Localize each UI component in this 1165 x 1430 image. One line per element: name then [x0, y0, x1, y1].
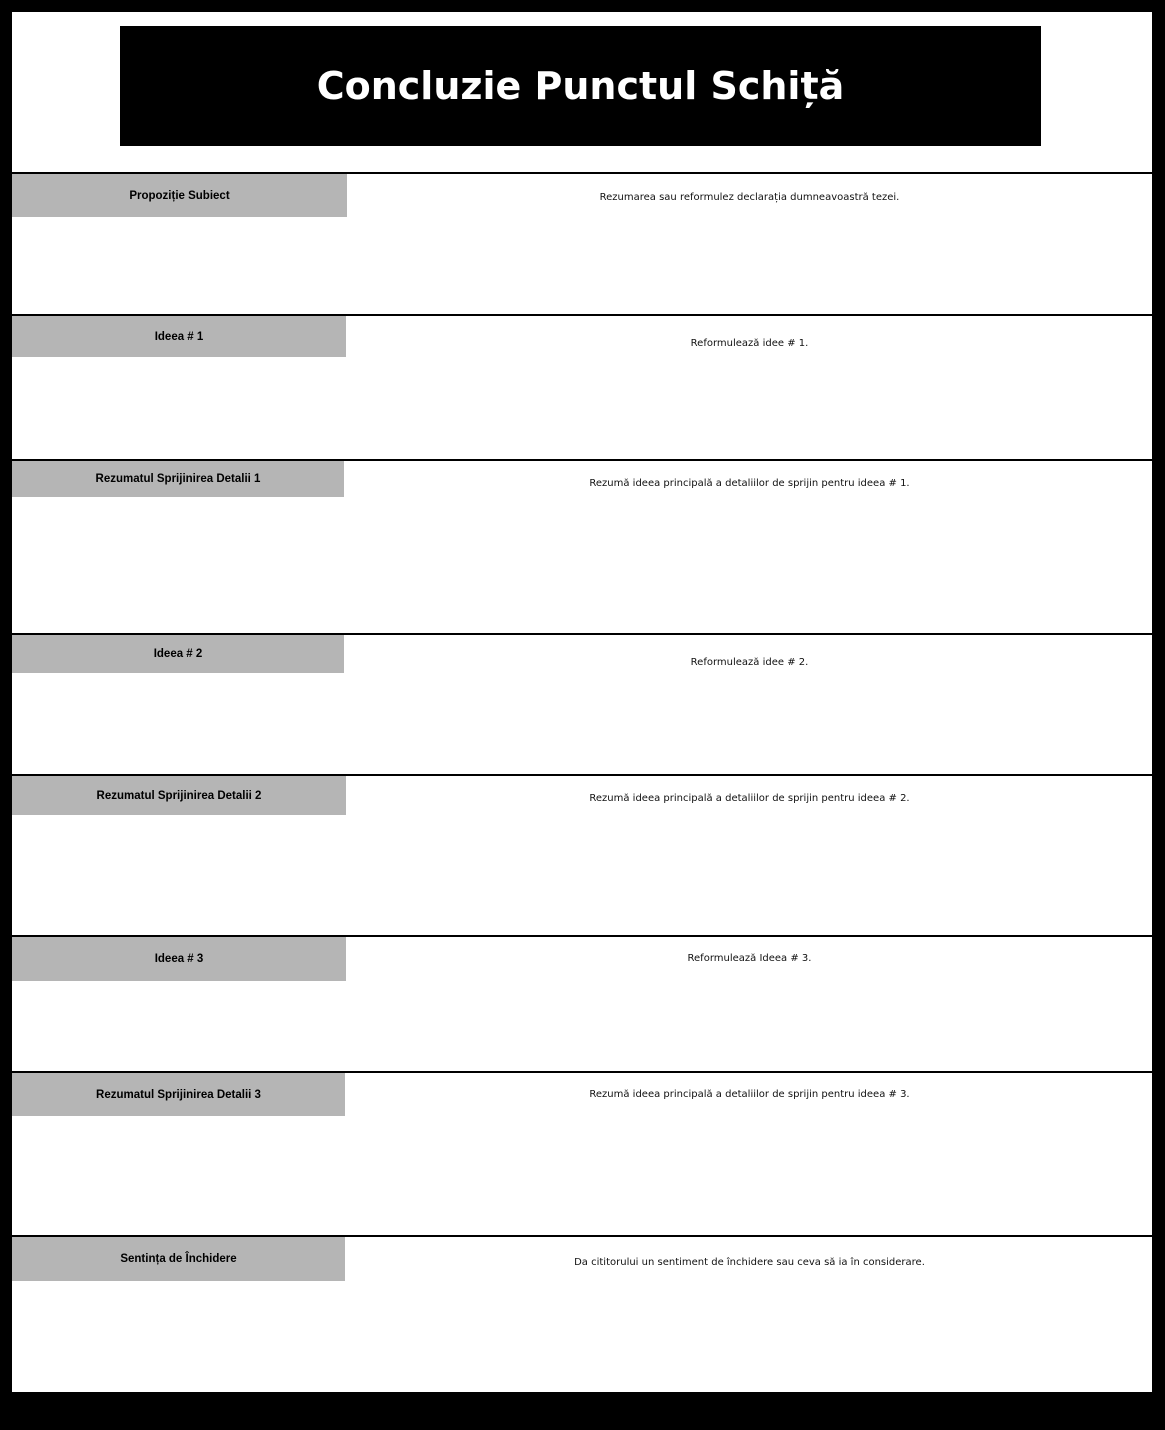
- section-description: Rezumă ideea principală a detaliilor de sprijin pentru ideea # 3.: [589, 1089, 910, 1100]
- section-label: Ideea # 3: [12, 937, 346, 981]
- section-description: Rezumarea sau reformulez declarația dumneavoastră tezei.: [599, 192, 900, 203]
- section-label: Sentința de Închidere: [12, 1237, 345, 1281]
- section-idea-2: [12, 633, 1152, 776]
- section-supporting-details-3: [12, 1071, 1152, 1237]
- worksheet: [12, 12, 1152, 1392]
- section-description: Rezumă ideea principală a detaliilor de sprijin pentru ideea # 2.: [589, 793, 910, 804]
- section-supporting-details-1: [12, 459, 1152, 635]
- section-description: Da cititorului un sentiment de închidere sau ceva să ia în considerare.: [574, 1257, 925, 1268]
- section-description: Reformulează idee # 2.: [690, 657, 809, 668]
- section-description: Rezumă ideea principală a detaliilor de sprijin pentru ideea # 1.: [589, 478, 910, 489]
- section-description: Reformulează idee # 1.: [690, 338, 809, 349]
- page-title: Concluzie Punctul Schiță: [120, 26, 1041, 146]
- section-idea-3: [12, 935, 1152, 1073]
- section-label: Ideea # 1: [12, 316, 346, 357]
- section-supporting-details-2: [12, 774, 1152, 937]
- section-idea-1: [12, 314, 1152, 461]
- section-topic-sentence: [12, 172, 1152, 316]
- section-label: Rezumatul Sprijinirea Detalii 2: [12, 776, 346, 815]
- section-label: Propoziție Subiect: [12, 174, 347, 217]
- section-label: Rezumatul Sprijinirea Detalii 1: [12, 461, 344, 497]
- section-description: Reformulează Ideea # 3.: [687, 953, 812, 964]
- section-label: Ideea # 2: [12, 635, 344, 673]
- section-label: Rezumatul Sprijinirea Detalii 3: [12, 1073, 345, 1116]
- section-closing-sentence: [12, 1235, 1152, 1392]
